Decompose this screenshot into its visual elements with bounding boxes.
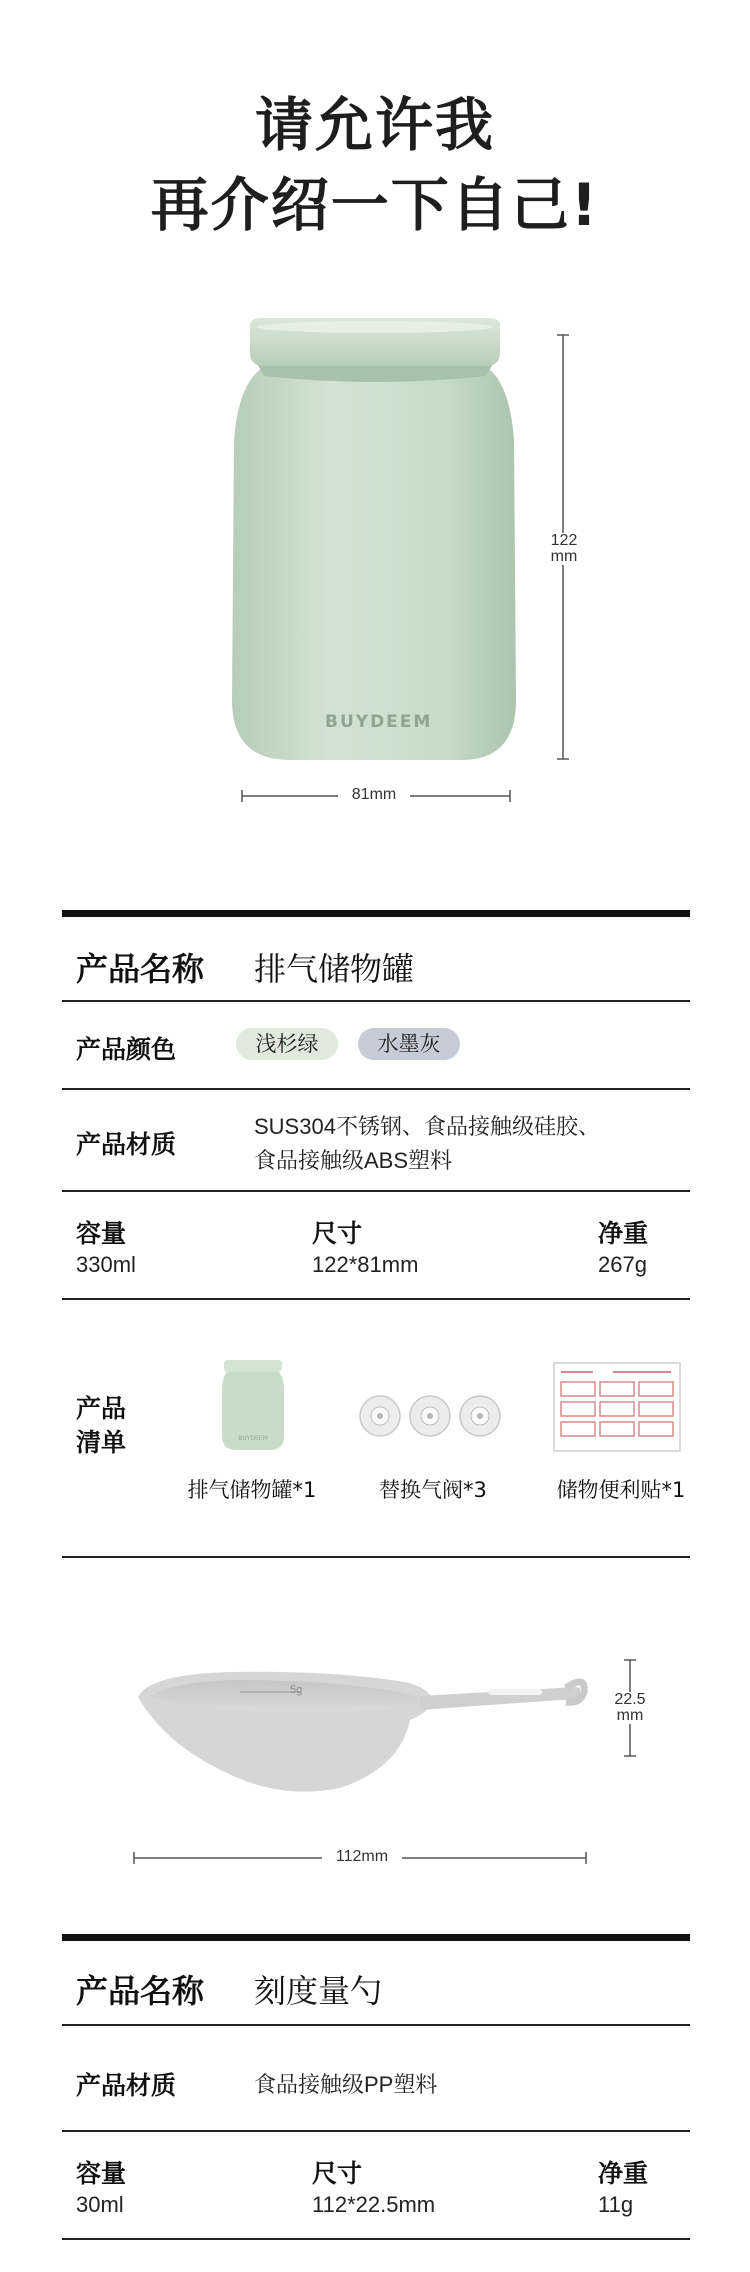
scoop-name-value: 刻度量勺 — [254, 1972, 383, 2010]
color-swatch-gray: 水墨灰 — [358, 1028, 460, 1060]
scoop-capacity-value: 30ml — [76, 2192, 124, 2217]
divider — [62, 1556, 690, 1558]
product-color-label: 产品颜色 — [76, 1035, 177, 1064]
size-label: 尺寸 — [312, 1219, 363, 1248]
scoop-capacity-label: 容量 — [76, 2159, 127, 2188]
canister-height-label: 122 mm — [542, 533, 586, 565]
divider — [62, 2238, 690, 2240]
replacement-valves-image — [358, 1394, 508, 1444]
canister-brand-logo: BUYDEEM — [325, 712, 433, 732]
package-item-valves: 替换气阀*3 — [379, 1478, 487, 1502]
scoop-height-label: 22.5 mm — [606, 1692, 654, 1724]
weight-label: 净重 — [598, 1219, 649, 1248]
spec-table-top-rule — [62, 910, 690, 917]
storage-sticker-sheet-image — [553, 1362, 683, 1454]
canister-width-label: 81mm — [338, 786, 410, 804]
scoop-material-value: 食品接触级PP塑料 — [254, 2072, 438, 2097]
capacity-value: 330ml — [76, 1252, 136, 1277]
product-name-value: 排气储物罐 — [254, 950, 415, 988]
svg-text:BUYDEEM: BUYDEEM — [238, 1435, 268, 1442]
product-material-label: 产品材质 — [76, 1130, 177, 1159]
color-swatch-green: 浅杉绿 — [236, 1028, 338, 1060]
scoop-name-label: 产品名称 — [76, 1972, 205, 2010]
divider — [62, 1298, 690, 1300]
mini-canister-image — [218, 1356, 288, 1456]
hero-title-line2: 再介绍一下自己! — [150, 171, 600, 239]
product-material-line2: 食品接触级ABS塑料 — [254, 1148, 453, 1173]
weight-value: 267g — [598, 1252, 647, 1277]
capacity-label: 容量 — [76, 1219, 127, 1248]
scoop-measure-mark: 5g — [290, 1684, 303, 1696]
scoop-size-label: 尺寸 — [312, 2159, 363, 2188]
divider — [62, 1088, 690, 1090]
divider — [62, 2130, 690, 2132]
package-item-canister: 排气储物罐*1 — [187, 1478, 317, 1502]
spec-table-top-rule — [62, 1934, 690, 1941]
product-name-label: 产品名称 — [76, 950, 205, 988]
package-list-label: 产品 清单 — [76, 1394, 127, 1457]
product-material-line1: SUS304不锈钢、食品接触级硅胶、 — [254, 1114, 600, 1139]
divider — [62, 1000, 690, 1002]
hero-title-line1: 请允许我 — [254, 91, 495, 159]
divider — [62, 1190, 690, 1192]
scoop-size-value: 112*22.5mm — [312, 2192, 436, 2217]
divider — [62, 2024, 690, 2026]
package-item-sticker: 储物便利贴*1 — [556, 1478, 686, 1502]
scoop-weight-value: 11g — [598, 2192, 634, 2217]
scoop-width-label: 112mm — [322, 1848, 402, 1866]
scoop-weight-label: 净重 — [598, 2159, 649, 2188]
scoop-material-label: 产品材质 — [76, 2071, 177, 2100]
size-value: 122*81mm — [312, 1252, 419, 1277]
